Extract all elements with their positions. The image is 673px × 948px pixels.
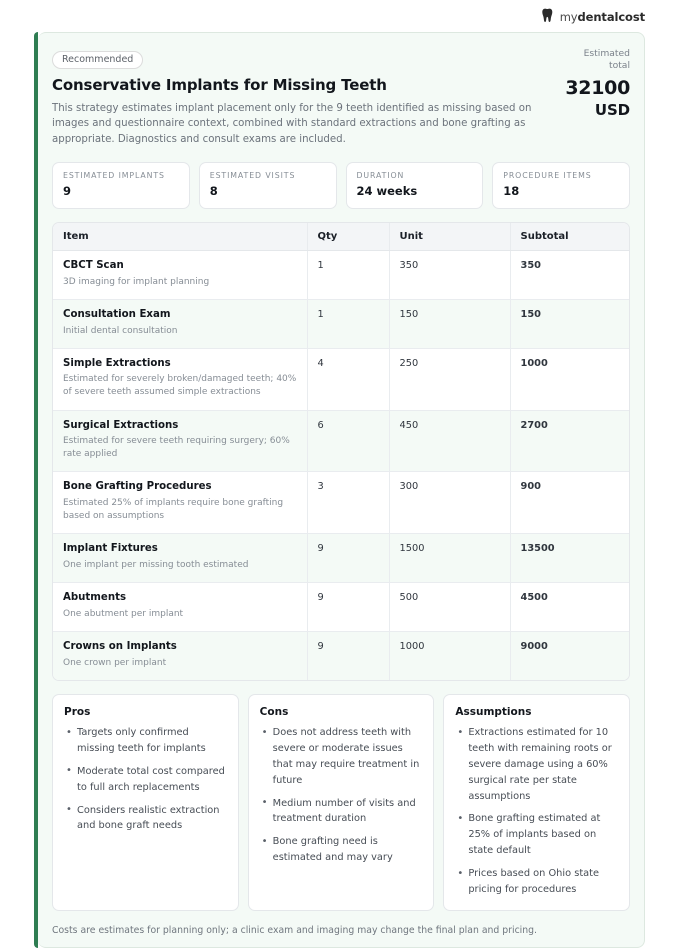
panel-title: Cons (259, 705, 289, 718)
column-header-item: Item (53, 223, 307, 251)
list-item: • Considers realistic extraction and bone graft needs (77, 803, 227, 835)
brand-bar (0, 0, 673, 28)
stat-label: ESTIMATED IMPLANTS (63, 170, 165, 180)
stat-label: DURATION (356, 170, 405, 180)
cell-subtotal: 9000 (510, 631, 629, 679)
assumptions-list (455, 725, 618, 898)
cell-item (53, 631, 307, 679)
list-item: • Extractions estimated for 10 teeth with remaining roots or severe damage using a 60% surgical rate per state assumptions (468, 725, 618, 804)
item-name: Consultation Exam (63, 308, 171, 320)
card-header (52, 47, 630, 148)
cell-subtotal: 150 (510, 299, 629, 348)
stat-procedure-items (492, 162, 630, 209)
stat-value: 24 weeks (356, 184, 418, 199)
stat-label: PROCEDURE ITEMS (503, 170, 592, 180)
cell-subtotal: 13500 (510, 534, 629, 583)
cell-qty: 9 (307, 631, 389, 679)
panel-title: Pros (64, 705, 91, 718)
table-row (53, 348, 629, 410)
item-note: Estimated 25% of implants require bone grafting based on assumptions (63, 498, 284, 522)
cell-qty: 4 (307, 348, 389, 410)
estimated-total-value: 32100 (565, 76, 630, 99)
pros-list (64, 725, 227, 834)
disclaimer-note: Costs are estimates for planning only; a clinic exam and imaging may change the final plan and pricing. (52, 924, 538, 936)
cell-item (53, 251, 307, 300)
table-row (53, 631, 629, 679)
item-name: Abutments (63, 592, 127, 603)
brand-logo[interactable] (542, 8, 645, 27)
cell-unit: 1000 (389, 631, 510, 679)
item-note: One abutment per implant (63, 608, 184, 619)
cell-item (53, 348, 307, 410)
stat-row (52, 162, 630, 209)
recommended-badge: Recommended (52, 51, 143, 69)
page-title: Conservative Implants for Missing Teeth (52, 75, 387, 94)
stat-value: 18 (503, 184, 520, 199)
item-name: CBCT Scan (63, 260, 124, 272)
cell-qty: 9 (307, 583, 389, 632)
procedure-table (52, 222, 630, 681)
table-header-row (53, 223, 629, 251)
list-item: • Bone grafting need is estimated and may vary (273, 834, 423, 866)
cell-qty: 1 (307, 299, 389, 348)
panel-cons (248, 694, 435, 911)
table-row (53, 410, 629, 472)
tooth-icon (542, 8, 556, 27)
brand-name-light: my (559, 10, 578, 24)
card-description: This strategy estimates implant placement only for the 9 teeth identified as missing based on images and questionnaire context, combined with standard extractions and bone grafting as appropriate. Diagnostics and consult exams are included. (52, 102, 532, 146)
table-row (53, 583, 629, 632)
cell-subtotal: 4500 (510, 583, 629, 632)
cell-qty: 3 (307, 472, 389, 534)
cell-subtotal: 350 (510, 251, 629, 300)
cell-unit: 500 (389, 583, 510, 632)
cell-subtotal: 2700 (510, 410, 629, 472)
cell-item (53, 299, 307, 348)
cell-unit: 1500 (389, 534, 510, 583)
estimated-total-label: Estimated total (583, 48, 630, 72)
table-row (53, 472, 629, 534)
item-note: Estimated for severe teeth requiring surgery; 60% rate applied (63, 436, 290, 460)
cell-qty: 6 (307, 410, 389, 472)
cell-unit: 150 (389, 299, 510, 348)
column-header-unit: Unit (389, 223, 510, 251)
item-name: Bone Grafting Procedures (63, 481, 212, 493)
table-row (53, 534, 629, 583)
item-note: Estimated for severely broken/damaged teeth; 40% of severe teeth assumed simple extractions (63, 374, 297, 398)
table-row (53, 251, 629, 300)
brand-name-bold: dentalcost (577, 10, 645, 24)
card-header-left (52, 47, 551, 148)
cons-list (260, 725, 423, 866)
cell-unit: 350 (389, 251, 510, 300)
stat-value: 9 (63, 184, 72, 199)
item-name: Surgical Extractions (63, 419, 179, 431)
item-note: One crown per implant (63, 657, 167, 668)
item-note: Initial dental consultation (63, 325, 178, 336)
stat-duration (346, 162, 484, 209)
stat-label: ESTIMATED VISITS (209, 170, 296, 180)
cell-qty: 1 (307, 251, 389, 300)
stat-value: 8 (209, 184, 218, 199)
estimate-card (38, 32, 645, 948)
panel-title: Assumptions (455, 705, 532, 718)
stat-estimated-implants (52, 162, 190, 209)
list-item: • Medium number of visits and treatment duration (273, 796, 423, 828)
panel-assumptions (443, 694, 630, 911)
cell-qty: 9 (307, 534, 389, 583)
insight-panels (52, 694, 630, 911)
cell-unit: 300 (389, 472, 510, 534)
brand-name (560, 10, 645, 24)
item-name: Simple Extractions (63, 357, 171, 369)
column-header-subtotal: Subtotal (510, 223, 629, 251)
list-item: • Does not address teeth with severe or moderate issues that may require treatment in future (273, 725, 423, 788)
list-item: • Moderate total cost compared to full arch replacements (77, 764, 227, 796)
column-header-qty: Qty (307, 223, 389, 251)
cell-unit: 450 (389, 410, 510, 472)
estimated-total-currency: USD (594, 100, 630, 119)
cell-subtotal: 1000 (510, 348, 629, 410)
list-item: • Prices based on Ohio state pricing for procedures (468, 866, 618, 898)
item-note: 3D imaging for implant planning (63, 276, 210, 287)
panel-pros (52, 694, 239, 911)
cell-item (53, 534, 307, 583)
cell-subtotal: 900 (510, 472, 629, 534)
table-row (53, 299, 629, 348)
item-name: Crowns on Implants (63, 640, 177, 652)
list-item: • Bone grafting estimated at 25% of implants based on state default (468, 811, 618, 859)
cell-item (53, 472, 307, 534)
item-name: Implant Fixtures (63, 543, 158, 555)
list-item: • Targets only confirmed missing teeth for implants (77, 725, 227, 757)
cell-item (53, 410, 307, 472)
item-note: One implant per missing tooth estimated (63, 559, 249, 570)
cell-unit: 250 (389, 348, 510, 410)
cell-item (53, 583, 307, 632)
estimated-total (565, 47, 630, 119)
stat-estimated-visits (199, 162, 337, 209)
